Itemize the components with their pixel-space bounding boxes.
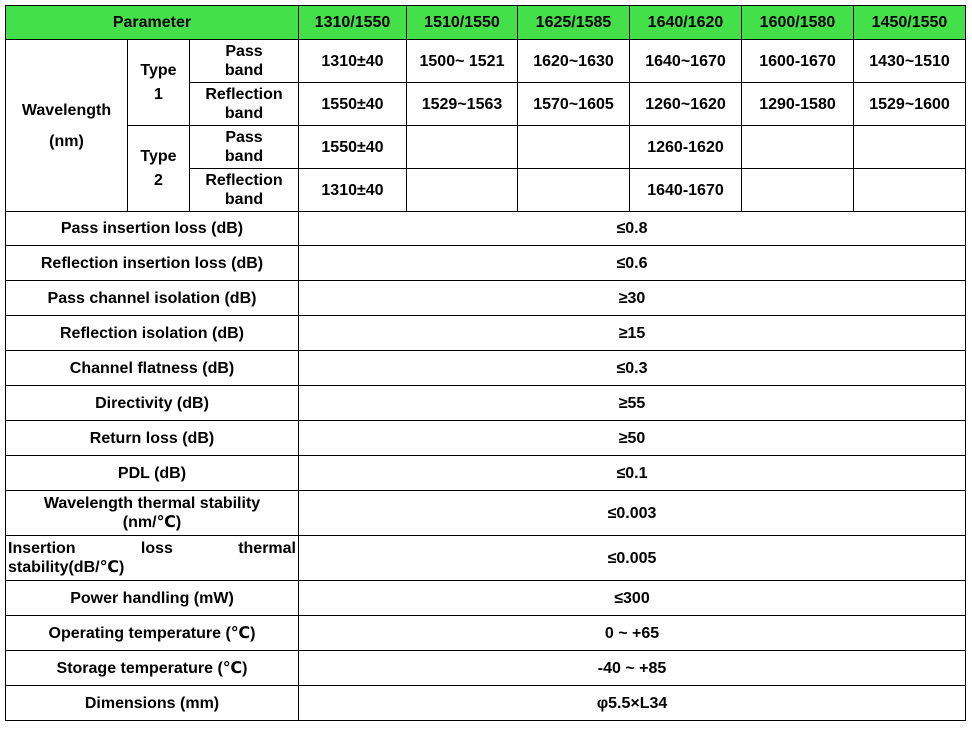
type1-pass-value: 1310±40 [299, 40, 407, 83]
type2-pass-line2: band [224, 148, 264, 165]
operating-temperature-value: 0 ~ +65 [299, 616, 966, 651]
channel-flatness-label: Channel flatness (dB) [6, 351, 299, 386]
type1-pass-value: 1500~ 1521 [407, 40, 518, 83]
type1-reflection-value: 1290-1580 [742, 83, 854, 126]
header-col-1640-1620: 1640/1620 [630, 6, 742, 40]
type2-pass-value [742, 126, 854, 169]
insertion-loss-thermal-stability-label [6, 536, 299, 581]
wavelength-thermal-stability-row [6, 491, 966, 536]
directivity-row [6, 386, 966, 421]
return-loss-row [6, 421, 966, 456]
type1-pass-line2: band [224, 62, 264, 79]
type2-pass-line1: Pass [225, 129, 263, 146]
type2-pass-value [407, 126, 518, 169]
header-col-1510-1550: 1510/1550 [407, 6, 518, 40]
wavelength-label [6, 40, 128, 212]
type2-label [128, 126, 190, 212]
reflection-isolation-label: Reflection isolation (dB) [6, 316, 299, 351]
header-col-1450-1550: 1450/1550 [854, 6, 966, 40]
type2-pass-value: 1550±40 [299, 126, 407, 169]
storage-temperature-value: -40 ~ +85 [299, 651, 966, 686]
type1-reflection-value: 1529~1600 [854, 83, 966, 126]
pass-insertion-loss-label: Pass insertion loss (dB) [6, 212, 299, 246]
header-col-1625-1585: 1625/1585 [518, 6, 630, 40]
directivity-label: Directivity (dB) [6, 386, 299, 421]
type2-pass-value [518, 126, 630, 169]
type1-pass-line1: Pass [225, 43, 263, 60]
return-loss-label: Return loss (dB) [6, 421, 299, 456]
type1-pass-value: 1640~1670 [630, 40, 742, 83]
reflection-insertion-loss-label: Reflection insertion loss (dB) [6, 246, 299, 281]
dimensions-row [6, 686, 966, 721]
type2-pass-row [6, 126, 966, 169]
type1-refl-line1: Reflection [205, 86, 283, 103]
pass-channel-isolation-value: ≥30 [299, 281, 966, 316]
wavelength-thermal-stability-line2: (nm/℃) [122, 514, 182, 531]
type2-pass-band-label [190, 126, 299, 169]
pass-channel-isolation-row [6, 281, 966, 316]
power-handling-label: Power handling (mW) [6, 581, 299, 616]
type2-refl-line2: band [224, 191, 264, 208]
insertion-loss-thermal-stability-value: ≤0.005 [299, 536, 966, 581]
type2-reflection-value: 1640-1670 [630, 169, 742, 212]
pdl-value: ≤0.1 [299, 456, 966, 491]
type1-label-line1: Type [140, 62, 177, 79]
directivity-value: ≥55 [299, 386, 966, 421]
wavelength-label-line2: (nm) [49, 132, 84, 150]
type2-reflection-value [407, 169, 518, 212]
power-handling-value: ≤300 [299, 581, 966, 616]
pass-insertion-loss-row [6, 212, 966, 246]
type2-refl-line1: Reflection [205, 172, 283, 189]
header-parameter: Parameter [6, 6, 299, 40]
type1-pass-value: 1600-1670 [742, 40, 854, 83]
header-col-1310-1550: 1310/1550 [299, 6, 407, 40]
insertion-loss-thermal-stability-line2: stability(dB/℃) [8, 559, 125, 576]
type1-label-line2: 1 [154, 86, 163, 103]
type2-reflection-value [742, 169, 854, 212]
type2-pass-value: 1260-1620 [630, 126, 742, 169]
pdl-row [6, 456, 966, 491]
type1-reflection-value: 1550±40 [299, 83, 407, 126]
return-loss-value: ≥50 [299, 421, 966, 456]
type2-label-line1: Type [140, 148, 177, 165]
type2-reflection-value: 1310±40 [299, 169, 407, 212]
wavelength-thermal-stability-label [6, 491, 299, 536]
operating-temperature-row [6, 616, 966, 651]
dimensions-label: Dimensions (mm) [6, 686, 299, 721]
insertion-loss-thermal-stability-row [6, 536, 966, 581]
type1-label [128, 40, 190, 126]
header-col-1600-1580: 1600/1580 [742, 6, 854, 40]
reflection-insertion-loss-value: ≤0.6 [299, 246, 966, 281]
type1-reflection-band-label [190, 83, 299, 126]
wavelength-thermal-stability-value: ≤0.003 [299, 491, 966, 536]
operating-temperature-label: Operating temperature (℃) [6, 616, 299, 651]
wavelength-thermal-stability-line1: Wavelength thermal stability [43, 495, 261, 512]
spec-table [5, 5, 966, 721]
channel-flatness-value: ≤0.3 [299, 351, 966, 386]
type2-reflection-band-label [190, 169, 299, 212]
reflection-isolation-row [6, 316, 966, 351]
header-row [6, 6, 966, 40]
type1-reflection-value: 1529~1563 [407, 83, 518, 126]
dimensions-value: φ5.5×L34 [299, 686, 966, 721]
reflection-isolation-value: ≥15 [299, 316, 966, 351]
channel-flatness-row [6, 351, 966, 386]
reflection-insertion-loss-row [6, 246, 966, 281]
type1-pass-band-label [190, 40, 299, 83]
pdl-label: PDL (dB) [6, 456, 299, 491]
type2-reflection-value [854, 169, 966, 212]
type2-reflection-value [518, 169, 630, 212]
type1-reflection-value: 1260~1620 [630, 83, 742, 126]
type1-pass-value: 1430~1510 [854, 40, 966, 83]
wavelength-label-line1: Wavelength [21, 101, 112, 119]
storage-temperature-label: Storage temperature (℃) [6, 651, 299, 686]
type1-pass-row [6, 40, 966, 83]
type1-refl-line2: band [224, 105, 264, 122]
storage-temperature-row [6, 651, 966, 686]
type1-reflection-value: 1570~1605 [518, 83, 630, 126]
power-handling-row [6, 581, 966, 616]
type1-pass-value: 1620~1630 [518, 40, 630, 83]
type2-pass-value [854, 126, 966, 169]
pass-insertion-loss-value: ≤0.8 [299, 212, 966, 246]
type2-label-line2: 2 [154, 172, 163, 189]
insertion-loss-thermal-stability-line1: Insertion loss thermal [8, 540, 296, 557]
pass-channel-isolation-label: Pass channel isolation (dB) [6, 281, 299, 316]
